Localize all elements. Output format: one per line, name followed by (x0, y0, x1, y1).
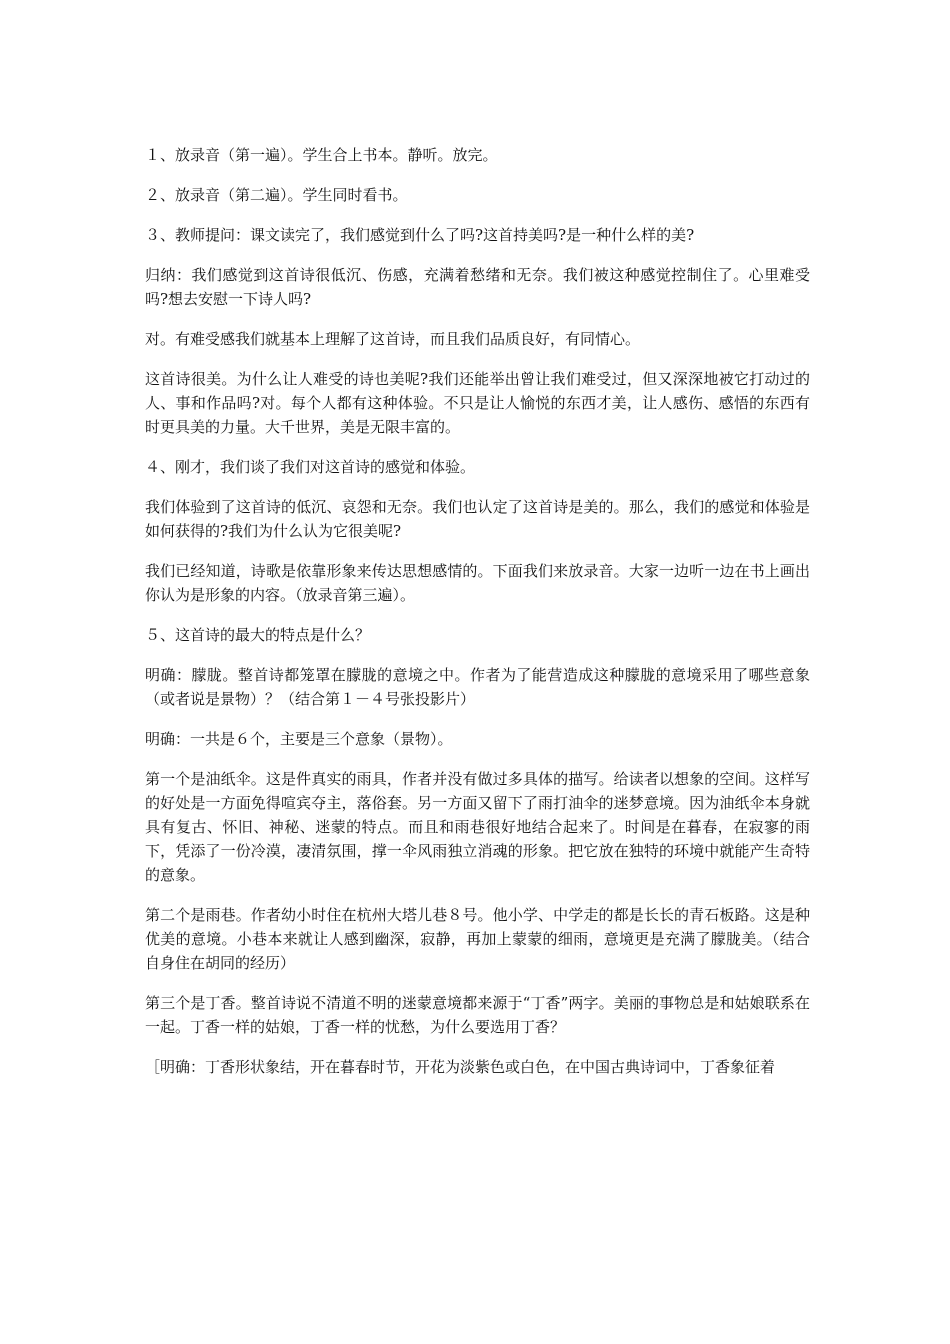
paragraph-15: 第三个是丁香。整首诗说不清道不明的迷蒙意境都来源于“丁香”两字。美丽的事物总是和姑娘联系在一起。丁香一样的姑娘，丁香一样的忧愁，为什么要选用丁香？ (145, 994, 810, 1036)
paragraph-11: 明确：朦胧。整首诗都笼罩在朦胧的意境之中。作者为了能营造成这种朦胧的意境采用了哪些意象（或者说是景物）？（结合第１－４号张投影片） (145, 666, 810, 708)
paragraph-4: 归纳：我们感觉到这首诗很低沉、伤感，充满着愁绪和无奈。我们被这种感觉控制住了。心里难受吗?想去安慰一下诗人吗? (145, 266, 810, 308)
paragraph-16: ［明确：丁香形状象结，开在暮春时节，开花为淡紫色或白色，在中国古典诗词中，丁香象征着 (145, 1058, 776, 1076)
paragraph-7: ４、刚才，我们谈了我们对这首诗的感觉和体验。 (145, 458, 476, 476)
paragraph-14: 第二个是雨巷。作者幼小时住在杭州大塔儿巷８号。他小学、中学走的都是长长的青石板路。这是种优美的意境。小巷本来就让人感到幽深，寂静，再加上蒙蒙的细雨，意境更是充满了朦胧美。（结合自身住在胡同的经历） (145, 906, 810, 972)
paragraph-12: 明确：一共是６个，主要是三个意象（景物）。 (145, 730, 453, 748)
paragraph-5: 对。有难受感我们就基本上理解了这首诗，而且我们品质良好，有同情心。 (145, 330, 641, 348)
paragraph-1: １、放录音（第一遍）。学生合上书本。静听。放完。 (145, 146, 498, 164)
paragraph-6: 这首诗很美。为什么让人难受的诗也美呢?我们还能举出曾让我们难受过，但又深深地被它打动过的人、事和作品吗?对。每个人都有这种体验。不只是让人愉悦的东西才美，让人感伤、感悟的东西有时更具美的力量。大千世界，美是无限丰富的。 (145, 370, 810, 436)
paragraph-10: ５、这首诗的最大的特点是什么？ (145, 626, 371, 644)
paragraph-13: 第一个是油纸伞。这是件真实的雨具，作者并没有做过多具体的描写。给读者以想象的空间。这样写的好处是一方面免得喧宾夺主，落俗套。另一方面又留下了雨打油伞的迷梦意境。因为油纸伞本身就具有复古、怀旧、神秘、迷蒙的特点。而且和雨巷很好地结合起来了。时间是在暮春，在寂寥的雨下，凭添了一份冷漠，凄清氛围，撑一伞风雨独立消魂的形象。把它放在独特的环境中就能产生奇特的意象。 (145, 770, 810, 884)
paragraph-3: ３、教师提问：课文读完了，我们感觉到什么了吗?这首持美吗?是一种什么样的美? (145, 226, 695, 244)
document-body (145, 143, 810, 1095)
paragraph-8: 我们体验到了这首诗的低沉、哀怨和无奈。我们也认定了这首诗是美的。那么，我们的感觉和体验是如何获得的?我们为什么认为它很美呢? (145, 498, 810, 540)
paragraph-9: 我们已经知道，诗歌是依靠形象来传达思想感情的。下面我们来放录音。大家一边听一边在书上画出你认为是形象的内容。（放录音第三遍）。 (145, 562, 810, 604)
paragraph-2: ２、放录音（第二遍）。学生同时看书。 (145, 186, 408, 204)
